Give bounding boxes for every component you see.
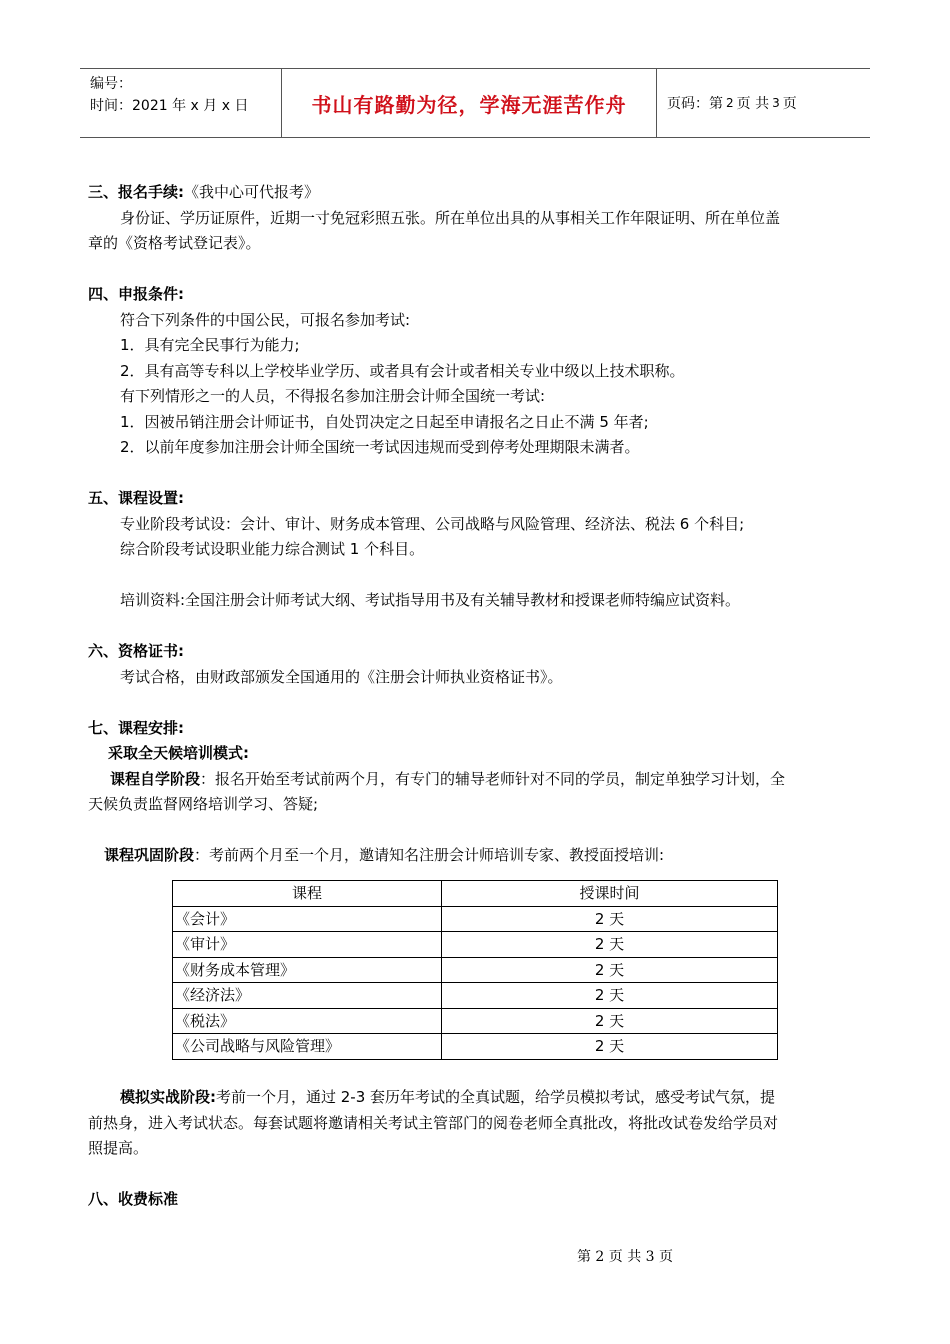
section-registration (88, 180, 868, 257)
section-schedule (88, 716, 868, 869)
section-title: 八、收费标准 (88, 1190, 179, 1208)
table-header-row (173, 881, 778, 907)
column-header: 授课时间 (442, 881, 778, 907)
course-name: 《公司战略与风险管理》 (173, 1034, 442, 1060)
section-certificate (88, 639, 868, 690)
list-item: 1．具有完全民事行为能力; (120, 336, 300, 354)
document-body (88, 180, 868, 869)
stage-text: 照提高。 (88, 1139, 149, 1157)
course-duration: 2 天 (442, 983, 778, 1009)
page-header (80, 68, 870, 138)
stage-text: ：考前两个月至一个月，邀请知名注册会计师培训专家、教授面授培训: (194, 846, 665, 864)
section-title: 六、资格证书: (88, 642, 184, 660)
stage-label: 课程自学阶段 (110, 769, 201, 788)
number-label: 编号： (90, 76, 132, 92)
page-mid: 页 共 (736, 96, 770, 112)
course-name: 《经济法》 (173, 983, 442, 1009)
table-row (173, 1034, 778, 1060)
section-courses (88, 486, 868, 614)
paragraph: 身份证、学历证原件，近期一寸免冠彩照五张。所在单位出具的从事相关工作年限证明、所在单位盖 (120, 208, 781, 227)
stage-text: ：报名开始至考试前两个月，有专门的辅导老师针对不同的学员，制定单独学习计划，全 (200, 769, 786, 788)
course-table (172, 880, 778, 1060)
training-mode: 采取全天候培训模式: (108, 744, 249, 762)
page-indicator (657, 69, 870, 137)
section-note: 《我中心可代报考》 (184, 183, 320, 201)
table-row (173, 957, 778, 983)
page-end: 页 (782, 96, 797, 112)
table-row (173, 906, 778, 932)
page-label: 页码：第 (667, 96, 723, 112)
section-conditions (88, 282, 868, 461)
paragraph: 专业阶段考试设：会计、审计、财务成本管理、公司战略与风险管理、经济法、税法 6 个科目; (120, 514, 745, 533)
paragraph: 考试合格，由财政部颁发全国通用的《注册会计师执业资格证书》。 (120, 667, 563, 686)
course-duration: 2 天 (442, 1034, 778, 1060)
course-duration: 2 天 (442, 932, 778, 958)
list-item: 1．因被吊销注册会计师证书，自处罚决定之日起至申请报名之日止不满 5 年者; (120, 412, 649, 431)
paragraph: 章的《资格考试登记表》。 (88, 234, 261, 252)
course-name: 《会计》 (173, 906, 442, 932)
course-name: 《税法》 (173, 1008, 442, 1034)
section-title: 三、报名手续: (88, 183, 184, 201)
course-name: 《财务成本管理》 (173, 957, 442, 983)
list-item: 2．具有高等专科以上学校毕业学历、或者具有会计或者相关专业中级以上技术职称。 (120, 361, 685, 380)
course-duration: 2 天 (442, 906, 778, 932)
header-motto: 书山有路勤为径，学海无涯苦作舟 (281, 69, 657, 137)
page-footer: 第 2 页 共 3 页 (576, 1249, 674, 1265)
section-title: 四、申报条件: (88, 285, 184, 303)
stage-text: 天候负责监督网络培训学习、答疑; (88, 795, 319, 813)
table-row (173, 1008, 778, 1034)
section-title: 五、课程设置: (88, 489, 184, 507)
course-name: 《审计》 (173, 932, 442, 958)
table-row (173, 932, 778, 958)
paragraph: 培训资料:全国注册会计师考试大纲、考试指导用书及有关辅导教材和授课老师特编应试资料。 (120, 591, 741, 609)
section-title: 七、课程安排: (88, 718, 184, 737)
column-header: 课程 (173, 881, 442, 907)
table-row (173, 983, 778, 1009)
course-duration: 2 天 (442, 1008, 778, 1034)
course-duration: 2 天 (442, 957, 778, 983)
header-info (80, 69, 281, 137)
paragraph: 综合阶段考试设职业能力综合测试 1 个科目。 (120, 540, 425, 558)
page-total: 3 (772, 96, 780, 110)
document-body-continued (88, 1085, 868, 1213)
paragraph: 符合下列条件的中国公民，可报名参加考试: (120, 310, 411, 329)
stage-text: 前热身，进入考试状态。每套试题将邀请相关考试主管部门的阅卷老师全真批改，将批改试卷发给学员对 (88, 1113, 779, 1132)
stage-label: 模拟实战阶段: (120, 1088, 216, 1106)
list-item: 2．以前年度参加注册会计师全国统一考试因违规而受到停考处理期限未满者。 (120, 438, 640, 456)
page-current: 2 (726, 96, 734, 110)
paragraph: 有下列情形之一的人员，不得报名参加注册会计师全国统一考试: (120, 387, 546, 405)
stage-text: 考前一个月，通过 2-3 套历年考试的全真试题，给学员模拟考试，感受考试气氛，提 (216, 1088, 776, 1106)
stage-label: 课程巩固阶段 (104, 846, 195, 864)
time-label: 时间：2021 年 x 月 x 日 (90, 98, 249, 114)
